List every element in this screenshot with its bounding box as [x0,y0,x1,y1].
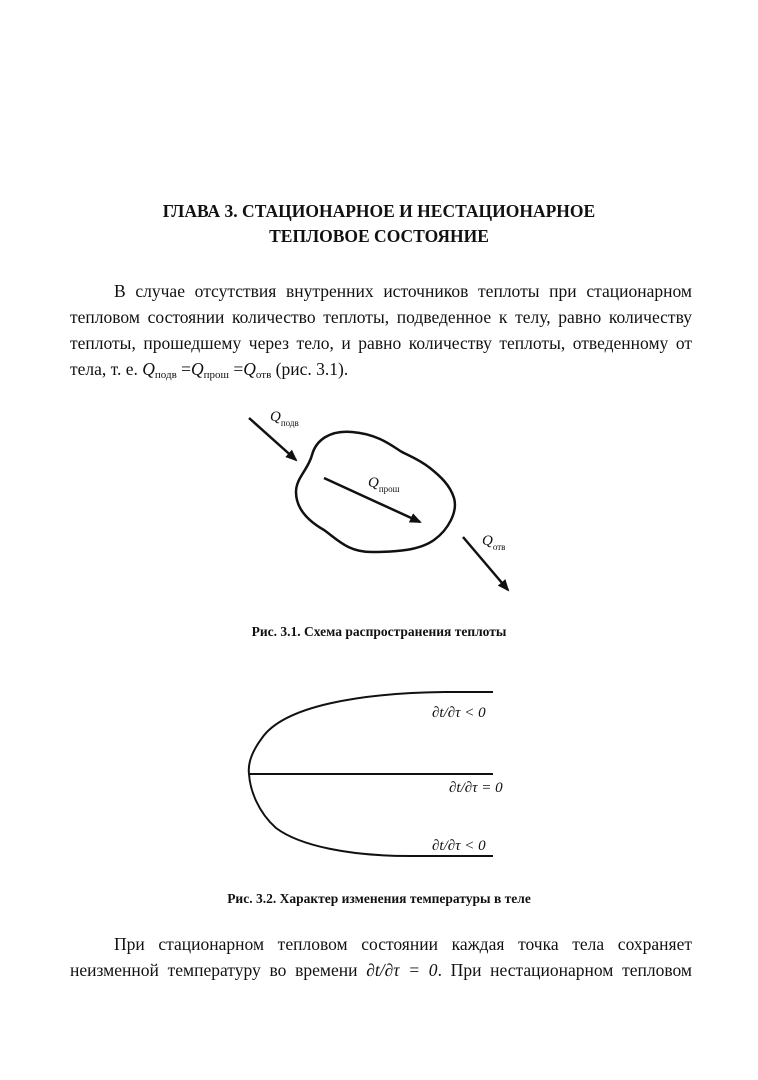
label-q-otv: $Q_{отв}$ [482,533,506,552]
label-bottom: ∂t/∂τ < 0 [432,838,486,854]
figure-1-caption: Рис. 3.1. Схема распространения теплоты [251,624,507,639]
label-q-podv: $Q_{подв}$ [270,409,299,428]
paragraph-stationary-line-2: неизменной температуру во времени ∂t/∂τ = 0. При нестационарном тепловом [70,960,693,980]
figure-2-caption: Рис. 3.2. Характер изменения температуры в теле [227,891,531,906]
paragraph-intro-line-4: тела, т. е. $Q_{подв} =Q_{прош} =Q_{отв}$ (рис. 3.1). [70,359,349,381]
chapter-title-line-1: ГЛАВА 3. СТАЦИОНАРНОЕ И НЕСТАЦИОНАРНОЕ [162,201,596,221]
stationary-formula: ∂t/∂τ = 0 [366,960,438,980]
paragraph-intro-line-1: В случае отсутствия внутренних источников теплоты при стационарном [114,281,692,301]
paragraph-intro-line-2: тепловом состоянии количество теплоты, подведенное к телу, равно количеству [70,307,692,327]
label-top: ∂t/∂τ < 0 [432,705,486,721]
heat-balance-formula: $Q_{подв} =Q_{прош} =Q_{отв}$ [142,359,272,381]
paragraph-stationary [70,931,692,983]
label-middle: ∂t/∂τ = 0 [449,780,503,796]
label-q-prosh: $Q_{прош}$ [368,475,400,494]
paragraph-stationary-line-1: При стационарном тепловом состоянии каждая точка тела сохраняет [114,934,692,954]
paragraph-intro-line-3: теплоты, прошедшему через тело, и равно количеству теплоты, отведенному от [70,333,692,353]
chapter-title-line-2: ТЕПЛОВОЕ СОСТОЯНИЕ [269,226,489,246]
